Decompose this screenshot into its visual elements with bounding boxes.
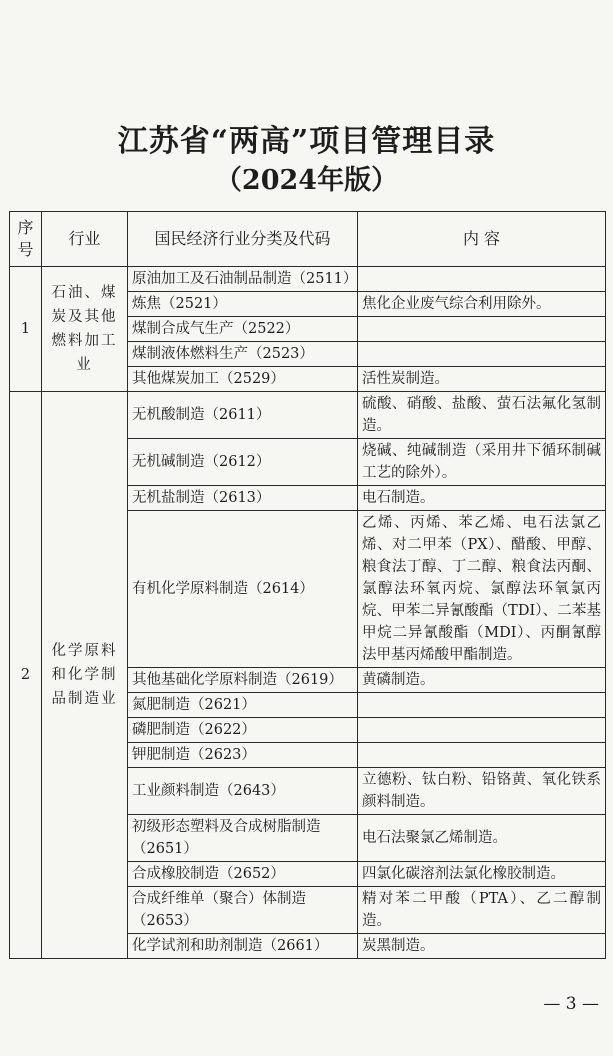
- content-cell: [358, 718, 606, 743]
- category-cell: 其他煤炭加工（2529）: [128, 367, 358, 392]
- header-seq: [10, 212, 42, 267]
- content-cell: 硫酸、硝酸、盐酸、萤石法氟化氢制造。: [358, 392, 606, 439]
- content-cell: 焦化企业废气综合利用除外。: [358, 292, 606, 317]
- header-industry: 行业: [42, 212, 128, 267]
- content-cell: [358, 317, 606, 342]
- category-cell: 磷肥制造（2622）: [128, 718, 358, 743]
- table-row: [10, 267, 606, 292]
- category-cell: 其他基础化学原料制造（2619）: [128, 668, 358, 693]
- header-seq-top: 序: [17, 218, 34, 237]
- document-subtitle: （2024年版）: [214, 165, 399, 196]
- category-cell: 工业颜料制造（2643）: [128, 768, 358, 815]
- header-seq-bottom: 号: [17, 240, 34, 259]
- table-row: [10, 392, 606, 439]
- category-cell: 合成纤维单（聚合）体制造（2653）: [128, 887, 358, 934]
- category-cell: 氮肥制造（2621）: [128, 693, 358, 718]
- content-cell: 电石制造。: [358, 486, 606, 511]
- content-cell: 活性炭制造。: [358, 367, 606, 392]
- category-cell: 无机酸制造（2611）: [128, 392, 358, 439]
- group-seq: 1: [10, 267, 42, 392]
- category-cell: 煤制合成气生产（2522）: [128, 317, 358, 342]
- content-cell: 精对苯二甲酸（PTA）、乙二醇制造。: [358, 887, 606, 934]
- group-industry: 化学原料和化学制品制造业: [42, 392, 128, 959]
- page-number: — 3 —: [543, 994, 599, 1014]
- content-cell: 乙烯、丙烯、苯乙烯、电石法氯乙烯、对二甲苯（PX）、醋酸、甲醇、粮食法丁醇、丁二醇、粮食法丙酮、氯醇法环氧丙烷、氯醇法环氧氯丙烷、甲苯二异氰酸酯（TDI）、二苯基甲烷二异氰酸酯（MDI）、丙酮氰醇法甲基丙烯酸甲酯制造。: [358, 511, 606, 668]
- content-cell: 黄磷制造。: [358, 668, 606, 693]
- header-content: 内 容: [358, 212, 606, 267]
- content-cell: 烧碱、纯碱制造（采用井下循环制碱工艺的除外）。: [358, 439, 606, 486]
- group-seq: 2: [10, 392, 42, 959]
- content-cell: 立德粉、钛白粉、铅铬黄、氧化铁系颜料制造。: [358, 768, 606, 815]
- content-cell: 四氯化碳溶剂法氯化橡胶制造。: [358, 862, 606, 887]
- content-cell: [358, 743, 606, 768]
- content-cell: [358, 267, 606, 292]
- group-industry: 石油、煤炭及其他燃料加工业: [42, 267, 128, 392]
- document-title: 江苏省“两高”项目管理目录: [117, 124, 496, 159]
- catalog-table: [9, 211, 606, 959]
- content-cell: 电石法聚氯乙烯制造。: [358, 815, 606, 862]
- category-cell: 无机碱制造（2612）: [128, 439, 358, 486]
- category-cell: 化学试剂和助剂制造（2661）: [128, 934, 358, 959]
- content-cell: [358, 693, 606, 718]
- header-category: 国民经济行业分类及代码: [128, 212, 358, 267]
- category-cell: 原油加工及石油制品制造（2511）: [128, 267, 358, 292]
- category-cell: 有机化学原料制造（2614）: [128, 511, 358, 668]
- table-header-row: [10, 212, 606, 267]
- category-cell: 煤制液体燃料生产（2523）: [128, 342, 358, 367]
- category-cell: 合成橡胶制造（2652）: [128, 862, 358, 887]
- category-cell: 钾肥制造（2623）: [128, 743, 358, 768]
- category-cell: 炼焦（2521）: [128, 292, 358, 317]
- category-cell: 无机盐制造（2613）: [128, 486, 358, 511]
- content-cell: [358, 342, 606, 367]
- content-cell: 炭黑制造。: [358, 934, 606, 959]
- category-cell: 初级形态塑料及合成树脂制造（2651）: [128, 815, 358, 862]
